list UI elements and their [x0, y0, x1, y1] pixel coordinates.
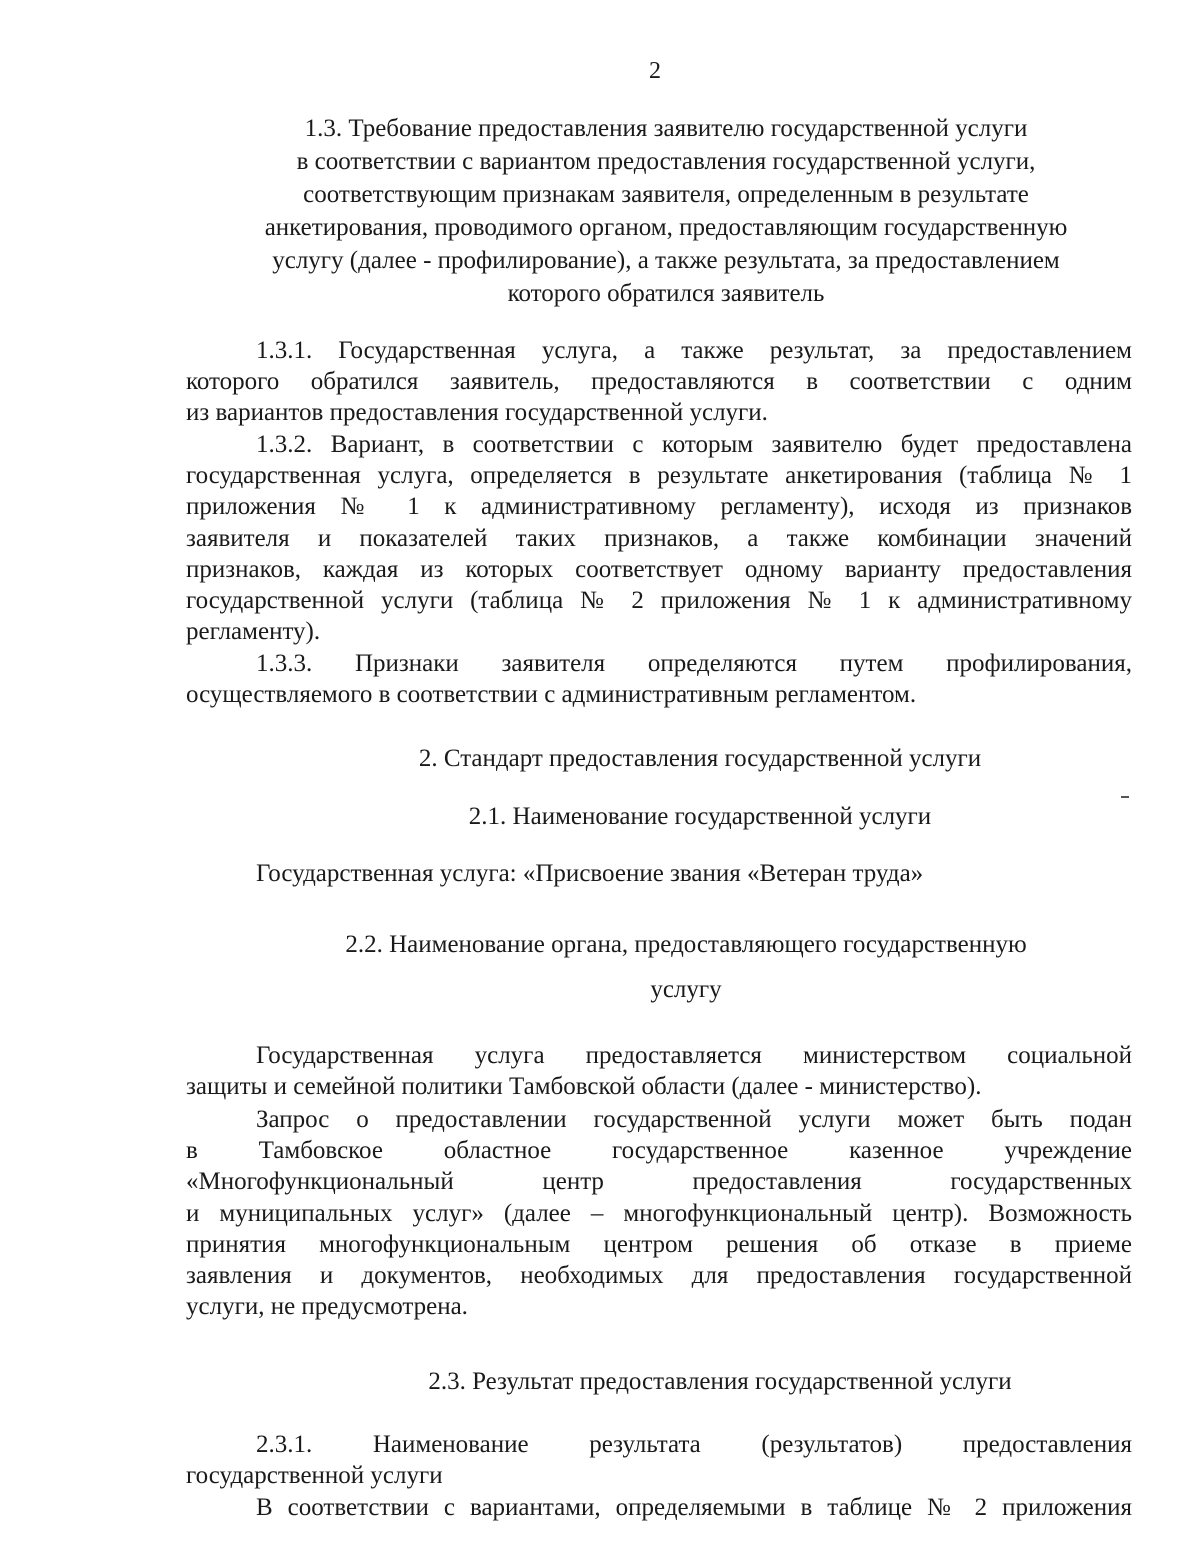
text-line: заявителя и показателей таких признаков, а также комбинации значений — [186, 524, 1132, 552]
text-line: осуществляемого в соответствии с административным регламентом. — [186, 681, 917, 709]
text-line: услуги, не предусмотрена. — [186, 1293, 468, 1321]
text-line: 2.3.1. Наименование результата (результатов) предоставления — [256, 1431, 1132, 1458]
text-line: из вариантов предоставления государственной услуги. — [186, 399, 768, 427]
text-line: которого обратился заявитель, предоставляются в соответствии с одним — [186, 368, 1132, 396]
section-2-2-heading-line: услугу — [650, 976, 722, 1003]
paragraph-2-3-next — [186, 1492, 1132, 1523]
text-line: 1.3.1. Государственная услуга, а также результат, за предоставлением — [256, 337, 1132, 364]
heading-line: соответствующим признакам заявителя, определенным в результате — [303, 181, 1029, 208]
service-name: Государственная услуга: «Присвоение звания «Ветеран труда» — [256, 860, 924, 887]
text-line: принятия многофункциональным центром решения об отказе в приеме — [186, 1230, 1132, 1258]
text-line: Государственная услуга предоставляется министерством социальной — [256, 1042, 1132, 1069]
text-line: государственной услуги — [186, 1462, 443, 1490]
text-line: заявления и документов, необходимых для предоставления государственной — [186, 1262, 1132, 1290]
paragraph-2-2-mfc — [186, 1104, 1132, 1322]
heading-line: 1.3. Требование предоставления заявителю государственной услуги — [304, 115, 1028, 142]
text-line: 1.3.2. Вариант, в соответствии с которым заявителю будет предоставлена — [256, 431, 1132, 458]
text-line: приложения № 1 к административному регламенту), исходя из признаков — [186, 493, 1132, 521]
text-line: защиты и семейной политики Тамбовской области (далее - министерство). — [186, 1073, 982, 1101]
section-2-3-heading: 2.3. Результат предоставления государственной услуги — [428, 1368, 1012, 1395]
text-line: «Многофункциональный центр предоставления государственных — [186, 1168, 1132, 1196]
paragraph-1-3-1 — [186, 335, 1132, 429]
text-line: и муниципальных услуг» (далее – многофункциональный центр). Возможность — [186, 1199, 1132, 1227]
heading-line: услугу (далее - профилирование), а также результата, за предоставлением — [272, 247, 1060, 274]
section-2-1-heading: 2.1. Наименование государственной услуги — [468, 803, 932, 830]
paragraph-2-2-body — [186, 1040, 1132, 1102]
text-line: 1.3.3. Признаки заявителя определяются путем профилирования, — [256, 650, 1132, 677]
text-line: регламенту). — [186, 618, 321, 646]
section-1-3-heading — [186, 112, 1146, 310]
scan-mark — [1121, 796, 1129, 798]
text-line: в Тамбовское областное государственное казенное учреждение — [186, 1137, 1132, 1165]
heading-line: в соответствии с вариантом предоставления государственной услуги, — [296, 148, 1036, 175]
paragraph-1-3-3 — [186, 648, 1132, 710]
heading-line: анкетирования, проводимого органом, предоставляющим государственную — [264, 214, 1068, 241]
page-number: 2 — [649, 58, 661, 84]
text-line: признаков, каждая из которых соответствует одному варианту предоставления — [186, 555, 1132, 583]
text-line: В соответствии с вариантами, определяемыми в таблице № 2 приложения — [256, 1494, 1132, 1521]
section-2-heading: 2. Стандарт предоставления государственной услуги — [418, 745, 982, 772]
paragraph-2-3-1 — [186, 1429, 1132, 1491]
text-line: Запрос о предоставлении государственной услуги может быть подан — [256, 1106, 1132, 1133]
text-line: государственной услуги (таблица № 2 приложения № 1 к административному — [186, 587, 1132, 615]
text-line: государственная услуга, определяется в результате анкетирования (таблица № 1 — [186, 462, 1132, 490]
heading-line: которого обратился заявитель — [507, 280, 825, 307]
paragraph-1-3-2 — [186, 429, 1132, 647]
section-2-2-heading-line: 2.2. Наименование органа, предоставляющего государственную — [345, 931, 1027, 958]
